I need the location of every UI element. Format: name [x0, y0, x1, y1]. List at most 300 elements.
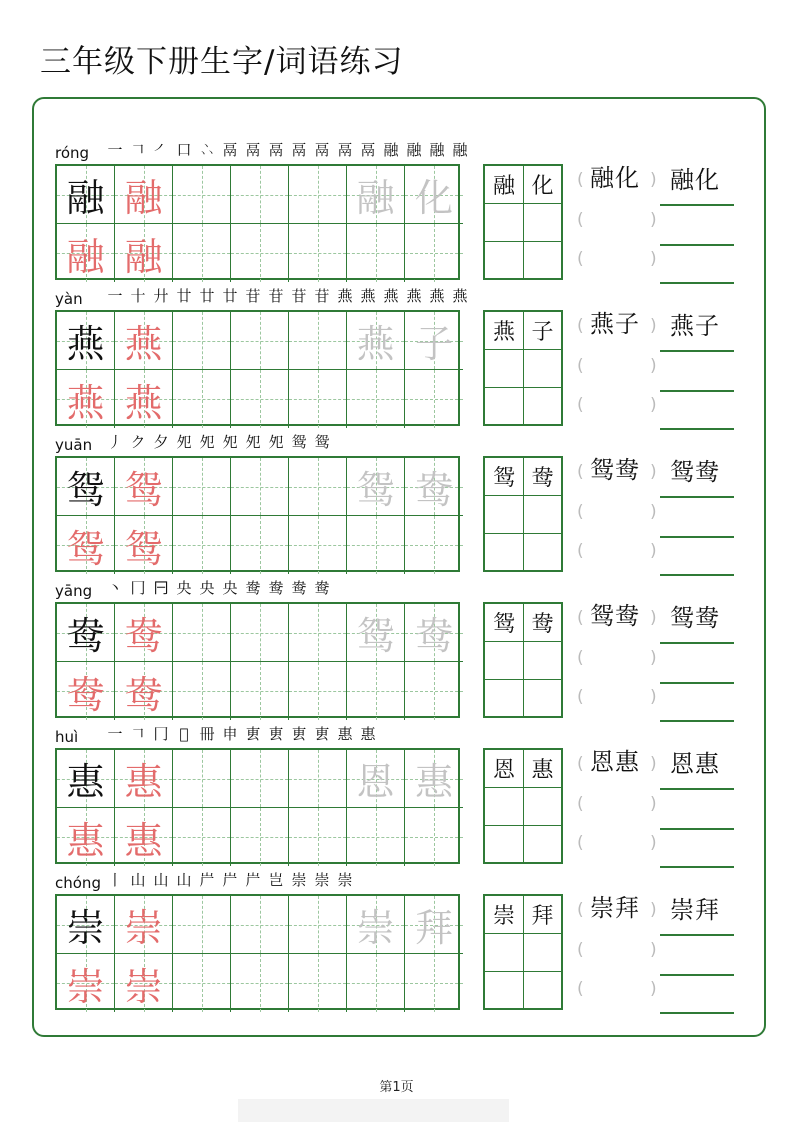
- grid-cell[interactable]: [231, 808, 289, 866]
- parenthesis-mark: ): [650, 356, 657, 376]
- grid-cell[interactable]: [115, 896, 173, 954]
- grid-cell[interactable]: [347, 224, 405, 282]
- grid-cell[interactable]: [289, 808, 347, 866]
- answer-line[interactable]: [660, 788, 734, 790]
- parenthesis-mark: ): [650, 979, 657, 999]
- grid-cell[interactable]: [231, 954, 289, 1012]
- grid-cell[interactable]: [231, 224, 289, 282]
- practice-character: 燕: [124, 322, 163, 366]
- stroke-step: 惠: [337, 725, 353, 743]
- practice-character: 鸯: [414, 468, 453, 512]
- parenthesis-mark: (: [577, 395, 584, 415]
- practice-character: 融: [124, 234, 163, 279]
- grid-cell[interactable]: [173, 166, 231, 224]
- stroke-step: 鸳: [291, 433, 307, 451]
- stroke-step: 鸯: [245, 579, 261, 597]
- stroke-step: 苷: [268, 287, 284, 305]
- word-cell[interactable]: [524, 788, 561, 826]
- parenthesis-mark: ): [650, 170, 657, 190]
- practice-character: 鸳: [124, 526, 163, 571]
- grid-cell[interactable]: [231, 604, 289, 662]
- parenthesis-mark: (: [577, 210, 584, 230]
- grid-cell[interactable]: [289, 370, 347, 428]
- parenthesis-mark: ): [650, 395, 657, 415]
- word-cell[interactable]: 化: [524, 166, 561, 204]
- practice-character: 鸳: [124, 468, 163, 512]
- stroke-step: 苷: [314, 287, 330, 305]
- grid-cell[interactable]: [405, 896, 463, 954]
- stroke-step: 叀: [314, 725, 330, 743]
- grid-cell[interactable]: [231, 312, 289, 370]
- stroke-step: 苷: [291, 287, 307, 305]
- grid-cell[interactable]: [173, 750, 231, 808]
- answer-line[interactable]: [660, 1012, 734, 1014]
- word-box: [483, 602, 563, 718]
- answer-line[interactable]: [660, 496, 734, 498]
- word-cell[interactable]: [524, 350, 561, 388]
- pinyin-label: huì: [55, 728, 79, 746]
- stroke-step: 夗: [199, 433, 215, 451]
- word-cell[interactable]: [524, 826, 561, 864]
- practice-character: 融: [66, 176, 105, 220]
- answer-line[interactable]: [660, 828, 734, 830]
- stroke-step: 廿: [176, 287, 192, 305]
- stroke-step: 一: [107, 141, 123, 159]
- practice-character: 鸳: [66, 468, 105, 512]
- pinyin-word: 鸳鸯: [590, 602, 640, 630]
- stroke-step: 燕: [429, 287, 445, 305]
- grid-cell[interactable]: [115, 166, 173, 224]
- grid-cell[interactable]: [347, 166, 405, 224]
- pinyin-word: 融化: [590, 164, 640, 192]
- word-box: [483, 748, 563, 864]
- pinyin-word: 恩惠: [590, 748, 640, 776]
- grid-cell[interactable]: [347, 662, 405, 720]
- grid-cell[interactable]: [405, 516, 463, 574]
- word-cell[interactable]: 恩: [485, 750, 524, 788]
- answer-line[interactable]: [660, 204, 734, 206]
- grid-cell[interactable]: [405, 458, 463, 516]
- stroke-step: 苷: [245, 287, 261, 305]
- practice-character: 子: [414, 322, 453, 366]
- stroke-step: 𠔼: [153, 579, 169, 597]
- answer-line[interactable]: [660, 720, 734, 722]
- grid-cell[interactable]: [289, 458, 347, 516]
- practice-character: 燕: [66, 322, 105, 366]
- practice-character: 崇: [66, 906, 105, 950]
- parenthesis-mark: ): [650, 940, 657, 960]
- pinyin-word: 崇拜: [590, 894, 640, 922]
- parenthesis-mark: ): [650, 754, 657, 774]
- stroke-step: 冂: [153, 725, 169, 743]
- stroke-step: 鬲: [360, 141, 376, 159]
- pinyin-label: chóng: [55, 874, 101, 892]
- stroke-step: 廾: [153, 287, 169, 305]
- writing-grid: [55, 164, 460, 280]
- stroke-step: 廿: [199, 287, 215, 305]
- writing-grid: [55, 748, 460, 864]
- grid-cell[interactable]: [173, 604, 231, 662]
- answer-line[interactable]: [660, 866, 734, 868]
- grid-cell[interactable]: [231, 516, 289, 574]
- stroke-step: 廿: [222, 287, 238, 305]
- grid-cell[interactable]: [347, 896, 405, 954]
- word-box: [483, 164, 563, 280]
- writing-grid: [55, 602, 460, 718]
- grid-cell[interactable]: [57, 750, 115, 808]
- grid-cell[interactable]: [289, 896, 347, 954]
- stroke-step: 丨: [107, 871, 123, 889]
- word-cell[interactable]: 融: [485, 166, 524, 204]
- grid-cell[interactable]: [347, 808, 405, 866]
- stroke-order: [104, 286, 471, 306]
- parenthesis-mark: ): [650, 249, 657, 269]
- writing-grid: [55, 310, 460, 426]
- grid-cell[interactable]: [115, 954, 173, 1012]
- practice-character: 惠: [124, 818, 163, 863]
- answer-line[interactable]: [660, 934, 734, 936]
- parenthesis-mark: (: [577, 754, 584, 774]
- practice-character: 鸯: [124, 614, 163, 658]
- answer-line[interactable]: [660, 642, 734, 644]
- word-cell[interactable]: 拜: [524, 896, 561, 934]
- stroke-step: 屵: [199, 871, 215, 889]
- parenthesis-mark: (: [577, 940, 584, 960]
- word-box: [483, 310, 563, 426]
- parenthesis-mark: (: [577, 608, 584, 628]
- stroke-order: [104, 724, 379, 744]
- stroke-step: 鸯: [291, 579, 307, 597]
- grid-cell[interactable]: [347, 370, 405, 428]
- stroke-step: 山: [176, 871, 192, 889]
- practice-character: 鸳: [356, 468, 395, 512]
- practice-block: [0, 579, 793, 728]
- practice-block: [0, 871, 793, 1020]
- practice-character: 鸯: [414, 614, 453, 658]
- stroke-step: 岂: [268, 871, 284, 889]
- grid-cell[interactable]: [289, 604, 347, 662]
- practice-character: 惠: [124, 760, 163, 804]
- practice-character: 鸳: [66, 526, 105, 571]
- answer-word: 鸳鸯: [670, 458, 720, 486]
- word-cell[interactable]: [485, 496, 524, 534]
- parenthesis-mark: (: [577, 687, 584, 707]
- word-cell[interactable]: [524, 972, 561, 1010]
- grid-cell[interactable]: [57, 370, 115, 428]
- stroke-step: 央: [222, 579, 238, 597]
- stroke-step: 叀: [245, 725, 261, 743]
- answer-line[interactable]: [660, 974, 734, 976]
- grid-cell[interactable]: [347, 750, 405, 808]
- stroke-step: 屵: [222, 871, 238, 889]
- word-cell[interactable]: [485, 972, 524, 1010]
- grid-cell[interactable]: [115, 604, 173, 662]
- stroke-order: [104, 140, 471, 160]
- word-cell[interactable]: [524, 388, 561, 426]
- grid-cell[interactable]: [405, 312, 463, 370]
- grid-cell[interactable]: [405, 224, 463, 282]
- grid-cell[interactable]: [173, 808, 231, 866]
- answer-line[interactable]: [660, 682, 734, 684]
- stroke-step: 一: [107, 287, 123, 305]
- stroke-order: [104, 870, 356, 890]
- parenthesis-mark: (: [577, 794, 584, 814]
- word-cell[interactable]: [524, 680, 561, 718]
- grid-cell[interactable]: [231, 166, 289, 224]
- answer-word: 鸳鸯: [670, 604, 720, 632]
- grid-cell[interactable]: [115, 370, 173, 428]
- grid-cell[interactable]: [173, 312, 231, 370]
- practice-character: 惠: [66, 818, 105, 863]
- word-cell[interactable]: [524, 934, 561, 972]
- grid-cell[interactable]: [289, 954, 347, 1012]
- practice-character: 融: [356, 176, 395, 220]
- stroke-step: 融: [429, 141, 445, 159]
- grid-cell[interactable]: [57, 312, 115, 370]
- practice-block: [0, 287, 793, 436]
- stroke-step: 夗: [245, 433, 261, 451]
- word-cell[interactable]: 惠: [524, 750, 561, 788]
- word-cell[interactable]: [524, 242, 561, 280]
- stroke-step: 鬲: [314, 141, 330, 159]
- grid-cell[interactable]: [405, 662, 463, 720]
- grid-cell[interactable]: [347, 954, 405, 1012]
- stroke-order: [104, 578, 333, 598]
- word-cell[interactable]: [485, 388, 524, 426]
- stroke-step: 崇: [314, 871, 330, 889]
- grid-cell[interactable]: [347, 604, 405, 662]
- word-cell[interactable]: 鸳: [485, 604, 524, 642]
- grid-cell[interactable]: [115, 750, 173, 808]
- stroke-step: 崇: [291, 871, 307, 889]
- bottom-toolbar: [238, 1099, 509, 1122]
- stroke-step: 夕: [153, 433, 169, 451]
- grid-cell[interactable]: [57, 458, 115, 516]
- stroke-step: 融: [406, 141, 422, 159]
- answer-line[interactable]: [660, 574, 734, 576]
- answer-line[interactable]: [660, 390, 734, 392]
- grid-cell[interactable]: [405, 370, 463, 428]
- word-cell[interactable]: [485, 788, 524, 826]
- grid-cell[interactable]: [57, 808, 115, 866]
- parenthesis-mark: ): [650, 462, 657, 482]
- grid-cell[interactable]: [57, 604, 115, 662]
- word-cell[interactable]: 鸯: [524, 458, 561, 496]
- grid-cell[interactable]: [115, 516, 173, 574]
- practice-character: 惠: [66, 760, 105, 804]
- practice-character: 崇: [124, 906, 163, 950]
- practice-character: 崇: [124, 964, 163, 1009]
- parenthesis-mark: ): [650, 900, 657, 920]
- grid-cell[interactable]: [173, 458, 231, 516]
- stroke-step: 口: [176, 141, 192, 159]
- grid-cell[interactable]: [289, 224, 347, 282]
- grid-cell[interactable]: [115, 808, 173, 866]
- grid-cell[interactable]: [231, 458, 289, 516]
- stroke-step: 央: [176, 579, 192, 597]
- grid-cell[interactable]: [405, 808, 463, 866]
- grid-cell[interactable]: [57, 662, 115, 720]
- word-cell[interactable]: 鸳: [485, 458, 524, 496]
- grid-cell[interactable]: [115, 312, 173, 370]
- stroke-step: 丿: [107, 433, 123, 451]
- stroke-step: 𠃍: [130, 725, 146, 743]
- practice-character: 鸯: [66, 614, 105, 658]
- grid-cell[interactable]: [405, 954, 463, 1012]
- stroke-step: ㇒: [153, 141, 169, 159]
- practice-character: 燕: [124, 380, 163, 425]
- parenthesis-mark: (: [577, 833, 584, 853]
- answer-word: 融化: [670, 166, 720, 194]
- answer-line[interactable]: [660, 428, 734, 430]
- grid-cell[interactable]: [173, 516, 231, 574]
- answer-line[interactable]: [660, 244, 734, 246]
- stroke-step: 鬲: [291, 141, 307, 159]
- word-cell[interactable]: 燕: [485, 312, 524, 350]
- word-cell[interactable]: [485, 242, 524, 280]
- grid-cell[interactable]: [405, 750, 463, 808]
- parenthesis-mark: (: [577, 462, 584, 482]
- stroke-step: 惠: [360, 725, 376, 743]
- grid-cell[interactable]: [231, 750, 289, 808]
- grid-cell[interactable]: [347, 312, 405, 370]
- stroke-step: ク: [130, 433, 146, 451]
- practice-block: [0, 141, 793, 290]
- practice-block: [0, 725, 793, 874]
- grid-cell[interactable]: [173, 370, 231, 428]
- stroke-step: 山: [153, 871, 169, 889]
- answer-line[interactable]: [660, 536, 734, 538]
- grid-cell[interactable]: [173, 896, 231, 954]
- stroke-step: 夗: [222, 433, 238, 451]
- stroke-step: 融: [383, 141, 399, 159]
- parenthesis-mark: ): [650, 648, 657, 668]
- word-cell[interactable]: [485, 826, 524, 864]
- stroke-step: 申: [222, 725, 238, 743]
- pinyin-word: 燕子: [590, 310, 640, 338]
- grid-cell[interactable]: [289, 166, 347, 224]
- stroke-step: 山: [130, 871, 146, 889]
- word-cell[interactable]: 子: [524, 312, 561, 350]
- grid-cell[interactable]: [57, 896, 115, 954]
- parenthesis-mark: (: [577, 648, 584, 668]
- answer-word: 燕子: [670, 312, 720, 340]
- stroke-step: 鬲: [245, 141, 261, 159]
- grid-cell[interactable]: [231, 370, 289, 428]
- grid-cell[interactable]: [289, 662, 347, 720]
- answer-line[interactable]: [660, 350, 734, 352]
- practice-character: 燕: [66, 380, 105, 425]
- grid-cell[interactable]: [231, 896, 289, 954]
- word-box: [483, 894, 563, 1010]
- grid-cell[interactable]: [289, 516, 347, 574]
- word-cell[interactable]: [485, 642, 524, 680]
- grid-cell[interactable]: [405, 604, 463, 662]
- stroke-step: 崇: [337, 871, 353, 889]
- word-cell[interactable]: [485, 204, 524, 242]
- grid-cell[interactable]: [173, 224, 231, 282]
- grid-cell[interactable]: [289, 312, 347, 370]
- stroke-step: 央: [199, 579, 215, 597]
- writing-grid: [55, 456, 460, 572]
- parenthesis-mark: ): [650, 794, 657, 814]
- word-cell[interactable]: [524, 204, 561, 242]
- stroke-step: 冊: [199, 725, 215, 743]
- grid-cell[interactable]: [57, 224, 115, 282]
- pinyin-label: róng: [55, 144, 90, 162]
- answer-word: 恩惠: [670, 750, 720, 778]
- stroke-step: 鸳: [314, 433, 330, 451]
- stroke-step: 一: [107, 725, 123, 743]
- word-cell[interactable]: 鸯: [524, 604, 561, 642]
- stroke-step: 屵: [245, 871, 261, 889]
- parenthesis-mark: (: [577, 356, 584, 376]
- page-number: 第1页: [379, 1080, 414, 1095]
- practice-character: 鸳: [356, 614, 395, 658]
- page-title: 三年级下册生字/词语练习: [40, 44, 404, 80]
- parenthesis-mark: ): [650, 210, 657, 230]
- grid-cell[interactable]: [115, 224, 173, 282]
- parenthesis-mark: (: [577, 900, 584, 920]
- grid-cell[interactable]: [173, 954, 231, 1012]
- parenthesis-mark: (: [577, 979, 584, 999]
- stroke-step: 丶: [107, 579, 123, 597]
- word-box: [483, 456, 563, 572]
- grid-cell[interactable]: [289, 750, 347, 808]
- answer-line[interactable]: [660, 282, 734, 284]
- stroke-step: 燕: [452, 287, 468, 305]
- grid-cell[interactable]: [173, 662, 231, 720]
- grid-cell[interactable]: [57, 166, 115, 224]
- word-cell[interactable]: [485, 934, 524, 972]
- grid-cell[interactable]: [57, 516, 115, 574]
- word-cell[interactable]: [524, 496, 561, 534]
- grid-cell[interactable]: [231, 662, 289, 720]
- practice-character: 融: [124, 176, 163, 220]
- stroke-step: 鸯: [268, 579, 284, 597]
- stroke-step: 冂: [130, 579, 146, 597]
- practice-character: 鸯: [66, 672, 105, 717]
- word-cell[interactable]: [485, 350, 524, 388]
- practice-character: 拜: [414, 906, 453, 950]
- grid-cell[interactable]: [115, 458, 173, 516]
- grid-cell[interactable]: [347, 516, 405, 574]
- practice-block: [0, 433, 793, 582]
- word-cell[interactable]: 崇: [485, 896, 524, 934]
- parenthesis-mark: ): [650, 541, 657, 561]
- stroke-step: 叀: [291, 725, 307, 743]
- practice-character: 融: [66, 234, 105, 279]
- parenthesis-mark: ): [650, 502, 657, 522]
- grid-cell[interactable]: [405, 166, 463, 224]
- pinyin-label: yāng: [55, 582, 93, 600]
- practice-character: 崇: [66, 964, 105, 1009]
- grid-cell[interactable]: [57, 954, 115, 1012]
- stroke-step: 𠁼: [199, 141, 215, 159]
- writing-grid: [55, 894, 460, 1010]
- stroke-step: 燕: [383, 287, 399, 305]
- pinyin-label: yàn: [55, 290, 83, 308]
- answer-word: 崇拜: [670, 896, 720, 924]
- word-cell[interactable]: [524, 534, 561, 572]
- stroke-step: 融: [452, 141, 468, 159]
- word-cell[interactable]: [485, 680, 524, 718]
- word-cell[interactable]: [524, 642, 561, 680]
- grid-cell[interactable]: [115, 662, 173, 720]
- grid-cell[interactable]: [347, 458, 405, 516]
- word-cell[interactable]: [485, 534, 524, 572]
- stroke-step: 𠃍: [130, 141, 146, 159]
